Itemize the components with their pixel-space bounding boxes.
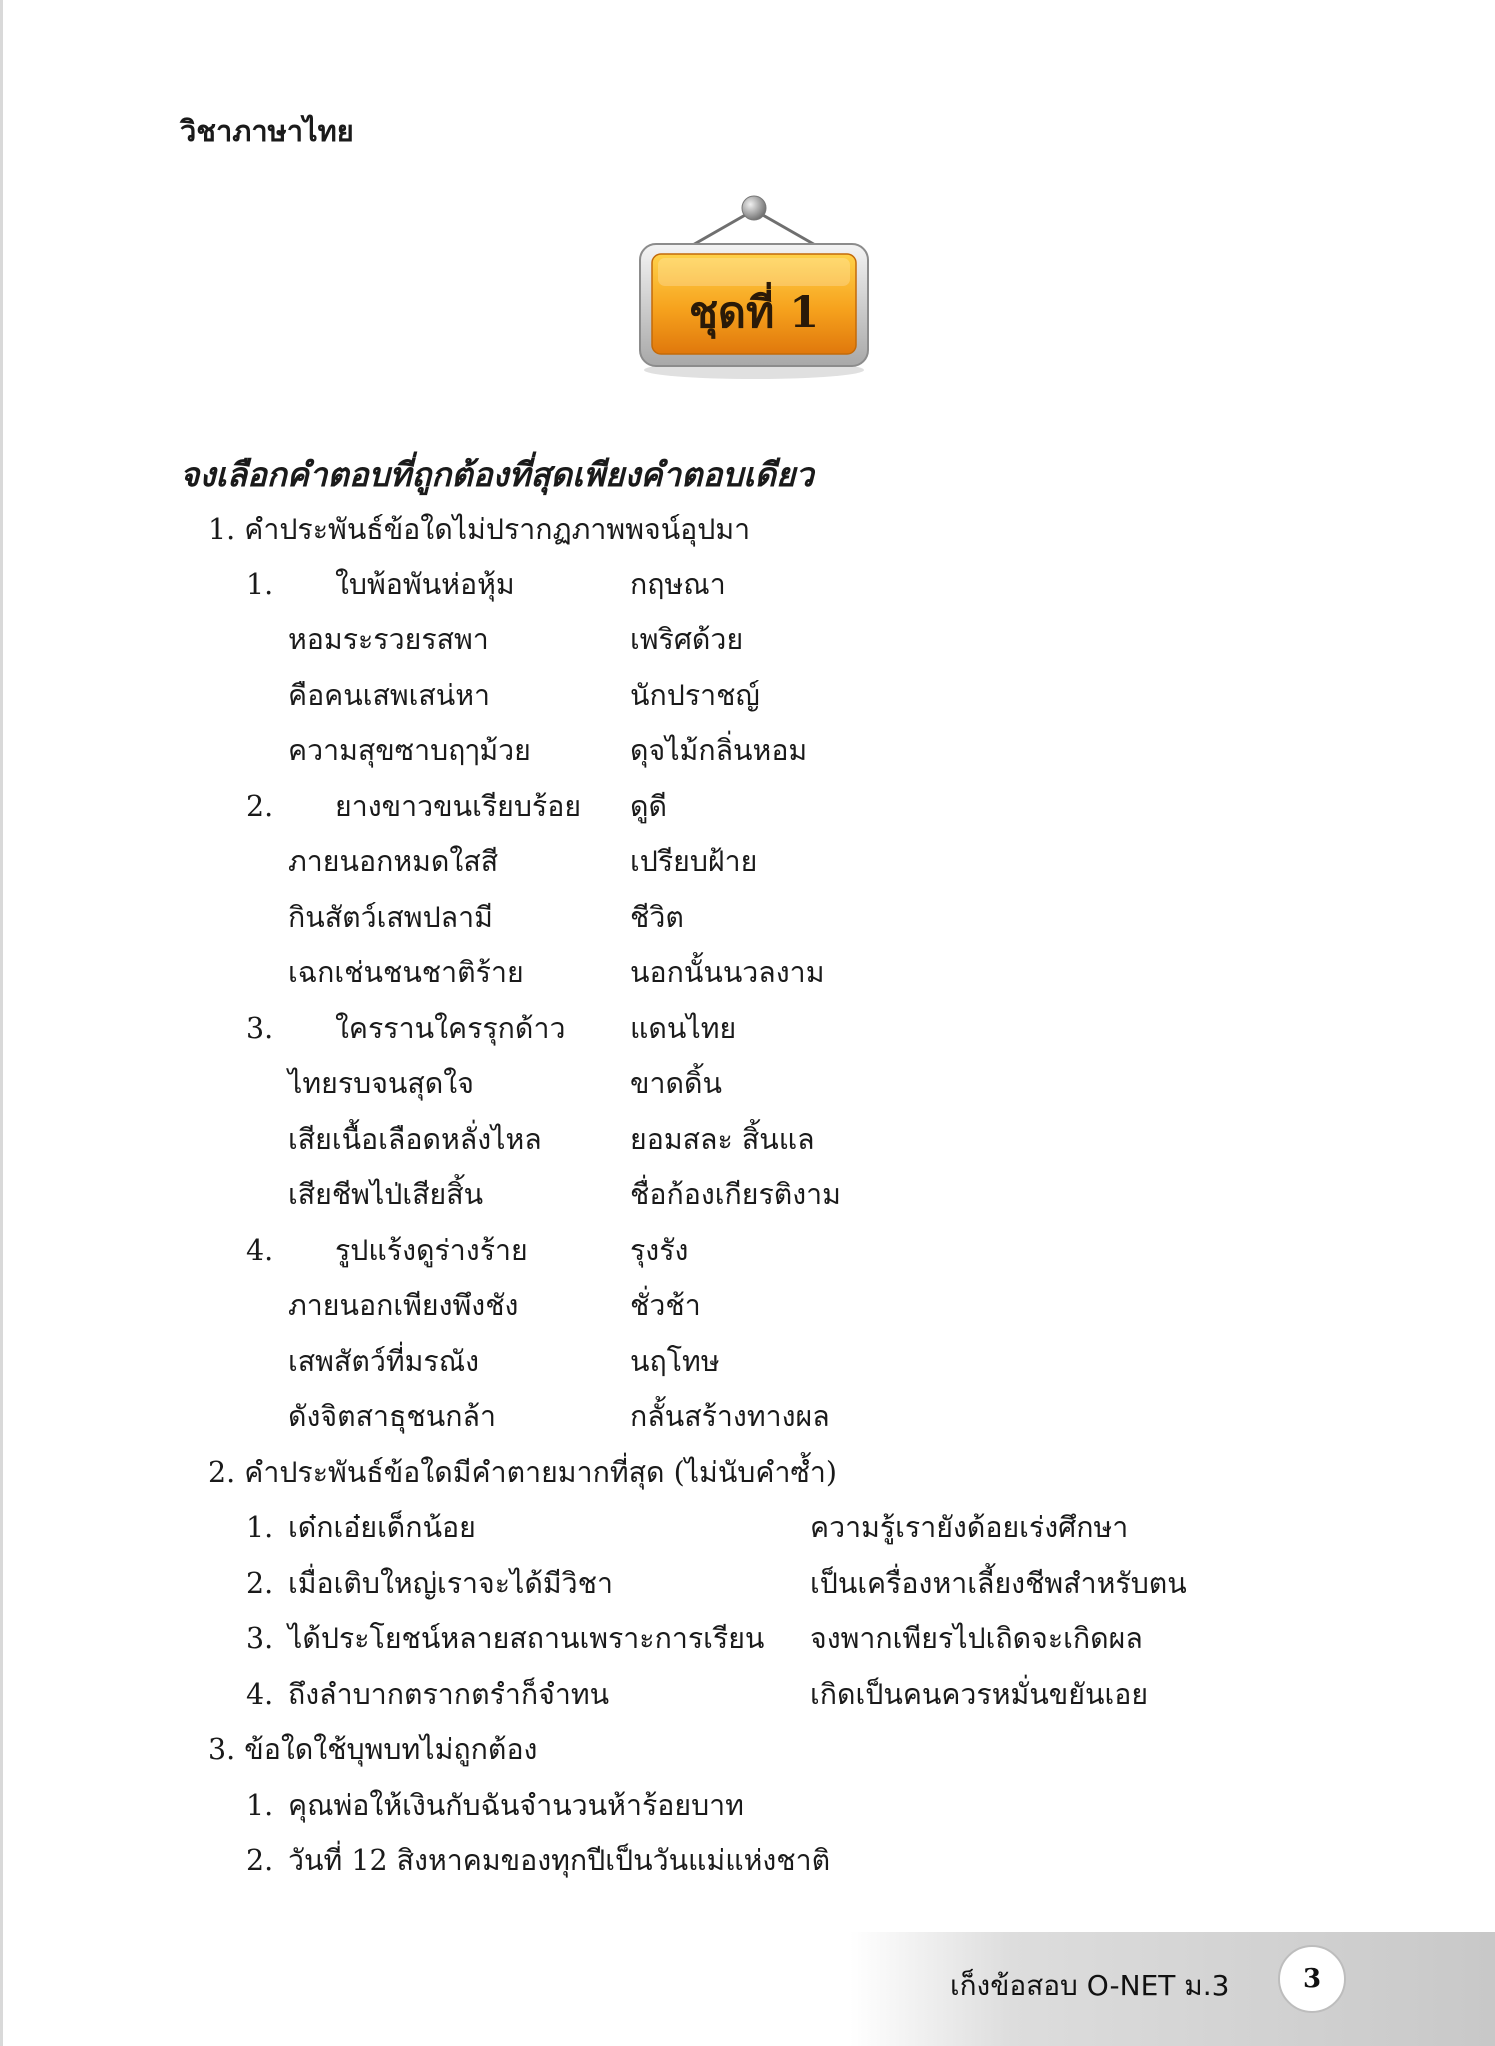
poem-line: ภายนอกหมดใสสี xyxy=(288,845,499,878)
poem-line: นักปราชญ์ xyxy=(630,679,760,712)
choice-number: 1. xyxy=(246,1511,274,1544)
poem-line: ชั่วช้า xyxy=(630,1289,701,1322)
choice-number: 2. xyxy=(246,790,274,823)
footer-title: เก็งข้อสอบ O-NET ม.3 xyxy=(950,1969,1230,2002)
poem-line: ดูดี xyxy=(630,790,668,823)
question-text: คำประพันธ์ข้อใดไม่ปรากฏภาพพจน์อุปมา xyxy=(244,513,751,546)
poem-line: ดังจิตสาธุชนกล้า xyxy=(288,1400,496,1433)
poem-line: ใบพ้อพันห่อหุ้ม xyxy=(335,568,515,601)
subject-header: วิชาภาษาไทย xyxy=(180,114,354,148)
poem-line: ภายนอกเพียงพึงชัง xyxy=(288,1289,519,1322)
poem-line: ดุจไม้กลิ่นหอม xyxy=(630,734,808,767)
question-number: 2. xyxy=(208,1456,236,1489)
poem-line: กฤษณา xyxy=(630,568,726,601)
verse-line: ได้ประโยชน์หลายสถานเพราะการเรียน xyxy=(288,1622,765,1655)
choice-text: วันที่ 12 สิงหาคมของทุกปีเป็นวันแม่แห่งชาติ xyxy=(288,1844,831,1877)
set-title: ชุดที่ 1 xyxy=(688,288,820,338)
choice-number: 4. xyxy=(246,1234,274,1267)
poem-line: ความสุขซาบฤๅม้วย xyxy=(288,734,531,767)
verse-line: จงพากเพียรไปเถิดจะเกิดผล xyxy=(810,1622,1143,1655)
set-sign xyxy=(636,194,872,390)
poem-line: ชื่อก้องเกียรติงาม xyxy=(630,1178,841,1211)
choice-text: คุณพ่อให้เงินกับฉันจำนวนห้าร้อยบาท xyxy=(288,1789,744,1822)
verse-line: เมื่อเติบใหญ่เราจะได้มีวิชา xyxy=(288,1567,614,1600)
poem-line: เสพสัตว์ที่มรณัง xyxy=(288,1345,480,1378)
question-text: คำประพันธ์ข้อใดมีคำตายมากที่สุด (ไม่นับคำซ้ำ) xyxy=(244,1456,837,1489)
poem-line: กลั้นสร้างทางผล xyxy=(630,1400,830,1433)
poem-line: ยอมสละ สิ้นแล xyxy=(630,1123,815,1156)
poem-line: รูปแร้งดูร่างร้าย xyxy=(335,1234,528,1267)
choice-number: 2. xyxy=(246,1567,274,1600)
poem-line: กินสัตว์เสพปลามี xyxy=(288,901,493,934)
question-number: 1. xyxy=(208,513,236,546)
question-3 xyxy=(208,1732,537,1768)
question-2 xyxy=(208,1455,837,1491)
choice-number: 1. xyxy=(246,1789,274,1822)
poem-line: เปรียบฝ้าย xyxy=(630,845,758,878)
choice-number: 2. xyxy=(246,1844,274,1877)
verse-line: เป็นเครื่องหาเลี้ยงชีพสำหรับตน xyxy=(810,1567,1187,1600)
verse-line: เกิดเป็นคนควรหมั่นขยันเอย xyxy=(810,1678,1149,1711)
poem-line: เพริศด้วย xyxy=(630,623,744,656)
question-number: 3. xyxy=(208,1733,236,1766)
poem-line: ชีวิต xyxy=(630,901,684,934)
verse-line: ความรู้เรายังด้อยเร่งศึกษา xyxy=(810,1511,1129,1544)
question-1 xyxy=(208,512,750,548)
poem-line: ขาดดิ้น xyxy=(630,1067,722,1100)
poem-line: ยางขาวขนเรียบร้อย xyxy=(335,790,582,823)
poem-line: เสียเนื้อเลือดหลั่งไหล xyxy=(288,1123,542,1156)
poem-line: เสียชีพไป่เสียสิ้น xyxy=(288,1178,484,1211)
poem-line: รุงรัง xyxy=(630,1234,689,1267)
poem-line: แดนไทย xyxy=(630,1012,737,1045)
choice-number: 3. xyxy=(246,1012,274,1045)
verse-line: เด๋กเอ๋ยเด็กน้อย xyxy=(288,1511,476,1544)
verse-line: ถึงลำบากตรากตรำก็จำทน xyxy=(288,1678,610,1711)
instruction-heading: จงเลือกคำตอบที่ถูกต้องที่สุดเพียงคำตอบเดียว xyxy=(180,455,814,494)
choice-number: 3. xyxy=(246,1622,274,1655)
page-number: 3 xyxy=(1278,1945,1346,2013)
poem-line: ไทยรบจนสุดใจ xyxy=(288,1067,474,1100)
choice-number: 1. xyxy=(246,568,274,601)
poem-line: คือคนเสพเสน่หา xyxy=(288,679,491,712)
poem-line: หอมระรวยรสพา xyxy=(288,623,489,656)
poem-line: นฤโทษ xyxy=(630,1345,720,1378)
question-text: ข้อใดใช้บุพบทไม่ถูกต้อง xyxy=(244,1733,538,1766)
poem-line: นอกนั้นนวลงาม xyxy=(630,956,825,989)
page-left-border xyxy=(0,0,3,2046)
choice-number: 4. xyxy=(246,1678,274,1711)
poem-line: ใครรานใครรุกด้าว xyxy=(335,1012,566,1045)
poem-line: เฉกเช่นชนชาติร้าย xyxy=(288,956,524,989)
